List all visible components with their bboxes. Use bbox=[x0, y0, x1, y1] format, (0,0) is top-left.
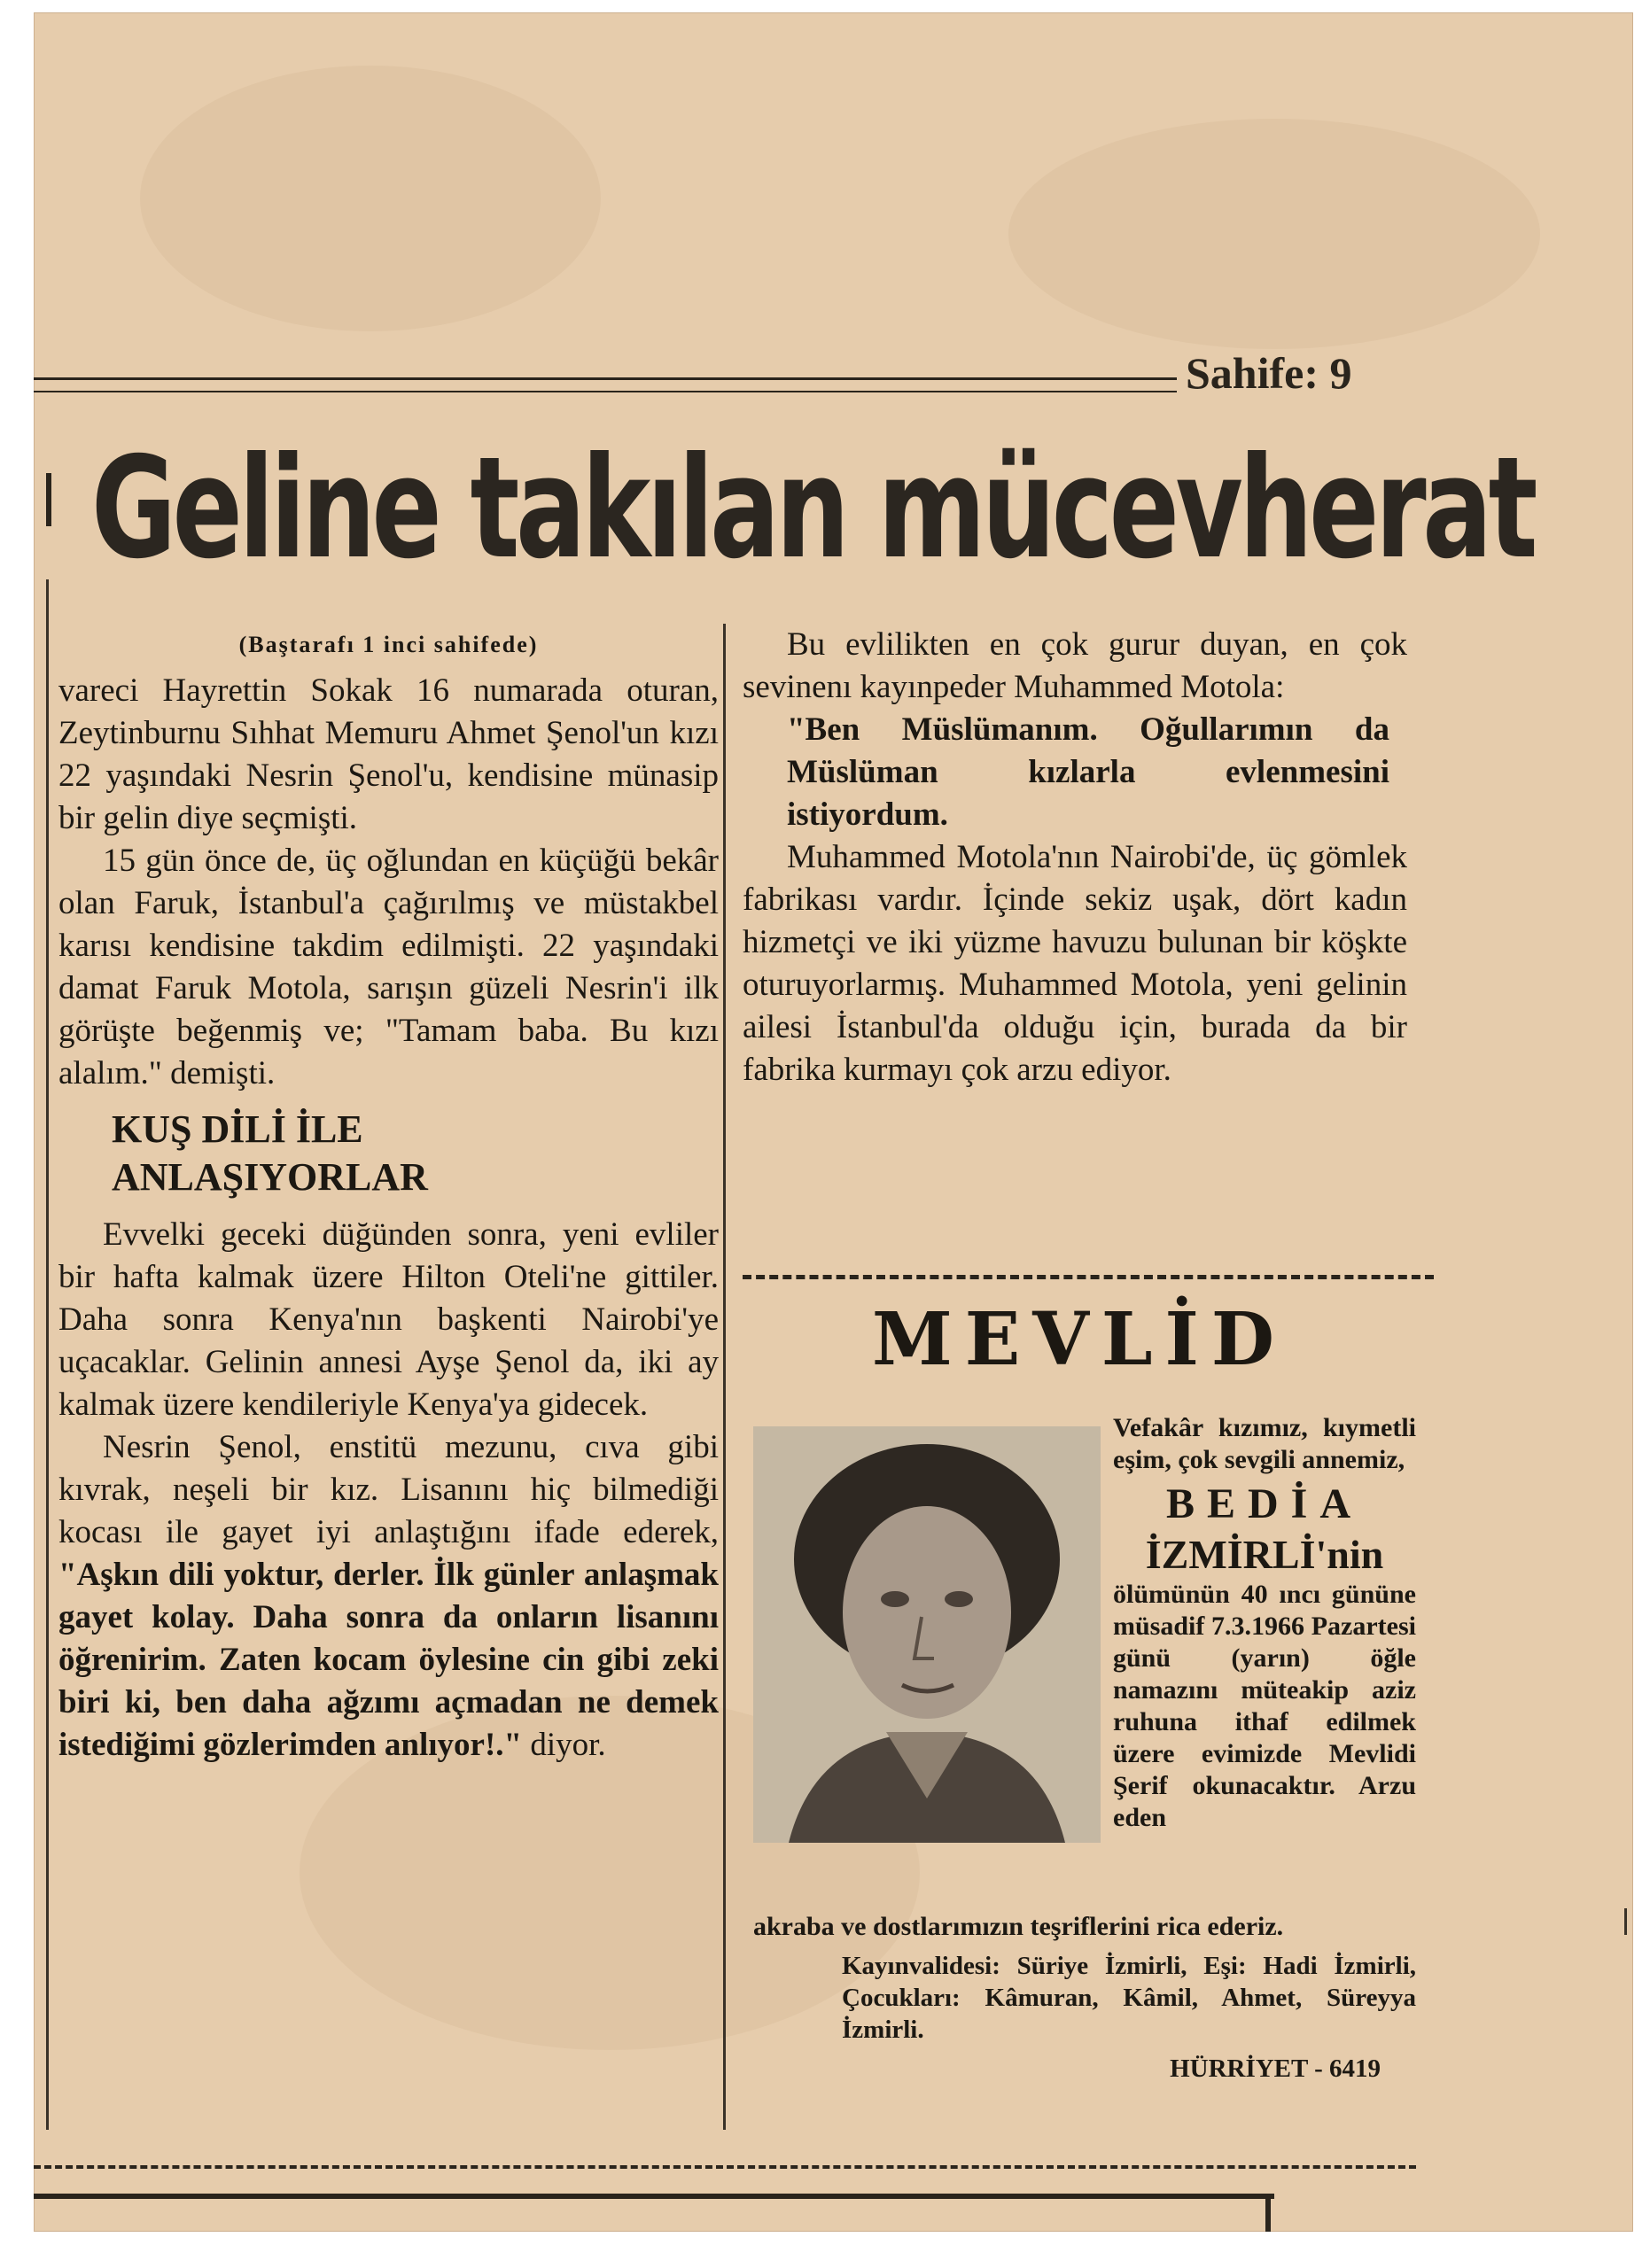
notice-footer bbox=[753, 1911, 1416, 2085]
newspaper-clipping bbox=[34, 12, 1633, 2232]
deceased-first-name: BEDİA bbox=[1165, 1480, 1364, 1527]
family-names: Kayınvalidesi: Süriye İzmirli, Eşi: Hadi İzmirli, Çocukları: Kâmuran, Kâmil, Ahmet, Süreyya İzmirli. bbox=[842, 1952, 1416, 2044]
continuation-note: (Baştarafı 1 inci sahifede) bbox=[238, 632, 539, 657]
left-column-rule bbox=[46, 579, 49, 2130]
bride-quote: "Aşkın dili yoktur, derler. İlk günler anlaşmak gayet kolay. Daha sonra da onların lisanını öğrenirim. Zaten kocam öylesine cin gibi zeki biri ki, ben daha ağzımı açmadan ne demek istediğimi gözlerimden anlıyor!." bbox=[58, 1557, 719, 1763]
subheading-line: ANLAŞIYORLAR bbox=[112, 1155, 428, 1199]
article-paragraph: 15 gün önce de, üç oğlundan en küçüğü bekâr olan Faruk, İstanbul'a çağırılmış ve müstakbel karısı kendisine takdim edilmişti. 22 yaşındaki damat Faruk Motola, sarışın güzeli Nesrin'i ilk görüşte beğenmiş ve; "Tamam baba. Bu kızı alalım." demişti. bbox=[58, 843, 719, 1091]
left-column bbox=[58, 624, 719, 1767]
headline-mark bbox=[46, 473, 51, 526]
paragraph-lead: Nesrin Şenol, enstitü mezunu, cıva gibi kıvrak, neşeli bir kız. Lisanını hiç bilmediği kocası ile gayet iyi anlaştığını ifade ederek, bbox=[58, 1429, 719, 1550]
header-rule bbox=[34, 377, 1177, 392]
notice-intro: Vefakâr kızımız, kıymetli eşim, çok sevgili annemiz, bbox=[1113, 1413, 1416, 1474]
portrait-illustration bbox=[753, 1426, 1101, 1843]
section-divider bbox=[743, 1275, 1434, 1279]
headline: Geline takılan mücevherat bbox=[91, 427, 1535, 590]
edge-mark bbox=[1624, 1908, 1627, 1935]
page-number: Sahife: 9 bbox=[1186, 348, 1352, 398]
bottom-rule-corner bbox=[1265, 2194, 1271, 2232]
paper-stain bbox=[1008, 119, 1540, 349]
notice-title: MEVLİD bbox=[871, 1297, 1287, 1382]
article-paragraph: Bu evlilikten en çok gurur duyan, en çok sevinenı kayınpeder Muhammed Motola: bbox=[743, 626, 1407, 705]
bottom-rule bbox=[34, 2194, 1274, 2199]
deceased-surname: İZMİRLİ'nin bbox=[1145, 1532, 1384, 1577]
right-column bbox=[743, 624, 1407, 1091]
column-divider bbox=[723, 624, 726, 2130]
article-paragraph bbox=[58, 1426, 719, 1767]
ad-reference: HÜRRİYET - 6419 bbox=[1170, 2054, 1381, 2083]
notice-details: ölümünün 40 ıncı gününe müsadif 7.3.1966 Pazartesi günü (yarın) öğle namazını müteakip aziz ruhuna ithaf edilmek üzere evimizde Mevlidi Şerif okunacaktır. Arzu eden bbox=[1113, 1580, 1416, 1832]
notice-invitation: akraba ve dostlarımızın teşriflerini rica ederiz. bbox=[753, 1912, 1284, 1941]
portrait-photo bbox=[753, 1426, 1101, 1843]
subheading bbox=[112, 1106, 719, 1201]
article-paragraph: vareci Hayrettin Sokak 16 numarada oturan, Zeytinburnu Sıhhat Memuru Ahmet Şenol'un kızı 22 yaşındaki Nesrin Şenol'u, kendisine münasip bir gelin diye seçmişti. bbox=[58, 672, 719, 836]
bottom-divider bbox=[34, 2165, 1416, 2169]
notice-body bbox=[1113, 1412, 1416, 1834]
paragraph-end: diyor. bbox=[530, 1727, 606, 1763]
father-quote: "Ben Müslümanım. Oğullarımın da Müslüman kızlarla evlenmesini istiyordum. bbox=[787, 711, 1389, 833]
article-paragraph: Evvelki geceki düğünden sonra, yeni evliler bir hafta kalmak üzere Hilton Oteli'ne gittiler. Daha sonra Kenya'nın başkenti Nairobi'ye uçacaklar. Gelinin annesi Ayşe Şenol da, iki ay kalmak üzere kendileriyle Kenya'ya gidecek. bbox=[58, 1216, 719, 1423]
paper-stain bbox=[140, 66, 601, 331]
article-paragraph: Muhammed Motola'nın Nairobi'de, üç gömlek fabrikası vardır. İçinde sekiz uşak, dört kadın hizmetçi ve iki yüzme havuzu bulunan bir köşkte oturuyorlarmış. Muhammed Motola, yeni gelinin ailesi İstanbul'da olduğu için, burada da bir fabrika kurmayı çok arzu ediyor. bbox=[743, 839, 1407, 1088]
subheading-line: KUŞ DİLİ İLE bbox=[112, 1107, 363, 1151]
